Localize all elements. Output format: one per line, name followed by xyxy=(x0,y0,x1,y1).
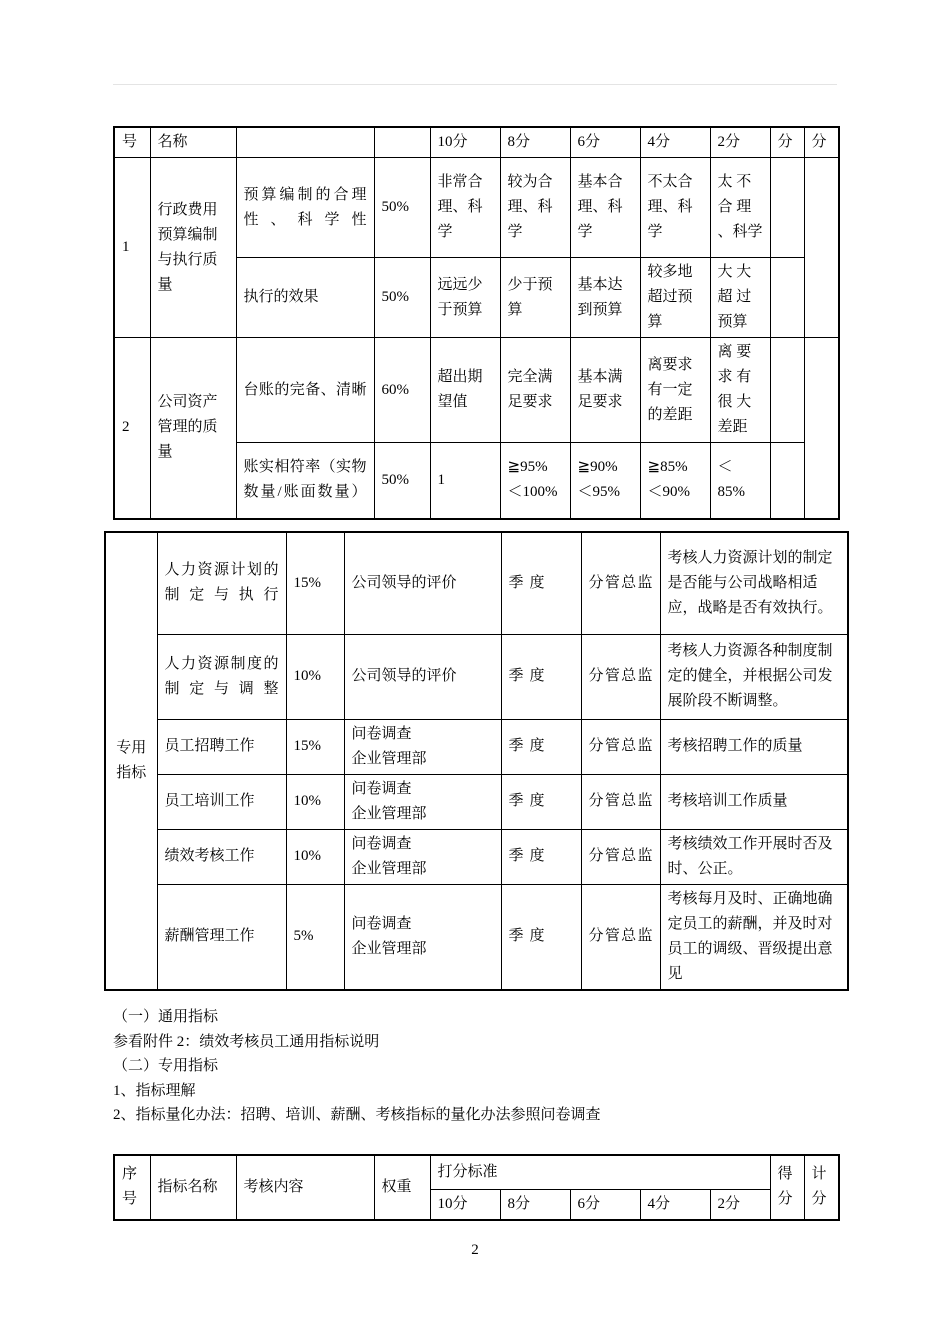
score-4: ≧85%＜90% xyxy=(640,443,710,519)
assessment-content: 账实相符率（实物数量/账面数量） xyxy=(236,443,374,519)
note-line: （二）专用指标 xyxy=(113,1058,219,1074)
score-10: 非常合理、科学 xyxy=(430,158,500,258)
score-4: 离要求有一定的差距 xyxy=(640,338,710,443)
header-cell: 号 xyxy=(114,127,150,158)
weight: 50% xyxy=(374,258,430,338)
score-table-1 xyxy=(113,126,840,520)
note-line: 参看附件 2：绩效考核员工通用指标说明 xyxy=(113,1033,380,1050)
score-8: 较为合理、科学 xyxy=(500,158,570,258)
header-rule xyxy=(113,84,837,85)
score-6: ≧90%＜95% xyxy=(570,443,640,519)
score-10: 远远少于预算 xyxy=(430,258,500,338)
table-row xyxy=(105,884,848,990)
score-2: 太 不 合 理 、科学 xyxy=(710,158,770,258)
indicator-name: 员工培训工作 xyxy=(157,774,286,829)
weight: 10% xyxy=(286,634,344,719)
description: 考核培训工作质量 xyxy=(660,774,848,829)
header-cell: 名称 xyxy=(150,127,236,158)
period: 季度 xyxy=(501,884,581,990)
score-8: 完全满足要求 xyxy=(500,338,570,443)
score-2: 离 要 求 有 很 大 差距 xyxy=(710,338,770,443)
score-total xyxy=(804,338,839,519)
description: 考核每月及时、正确地确定员工的薪酬，并及时对员工的调级、晋级提出意见 xyxy=(660,884,848,990)
category-label: 专用指标 xyxy=(105,532,157,990)
weight: 15% xyxy=(286,719,344,774)
score-got xyxy=(770,443,804,519)
indicator-name: 人力资源制度的制定与调整 xyxy=(157,634,286,719)
header-score: 4分 xyxy=(640,1189,710,1220)
description: 考核招聘工作的质量 xyxy=(660,719,848,774)
score-got xyxy=(770,258,804,338)
header-cell: 2分 xyxy=(710,127,770,158)
score-8: ≧95%＜100% xyxy=(500,443,570,519)
score-table-header xyxy=(113,1154,840,1221)
row-number: 1 xyxy=(114,158,150,338)
header-cell: 4分 xyxy=(640,127,710,158)
header-scoring: 打分标准 xyxy=(430,1155,770,1189)
data-source: 问卷调查 企业管理部 xyxy=(344,829,501,884)
row-number: 2 xyxy=(114,338,150,519)
score-6: 基本满足要求 xyxy=(570,338,640,443)
notes-section xyxy=(113,1005,837,1128)
score-got xyxy=(770,338,804,443)
table-row xyxy=(105,829,848,884)
weight: 10% xyxy=(286,829,344,884)
score-4: 较多地超过预算 xyxy=(640,258,710,338)
weight: 60% xyxy=(374,338,430,443)
header-cell xyxy=(236,127,374,158)
table-row xyxy=(114,338,839,443)
weight: 10% xyxy=(286,774,344,829)
header-score: 8分 xyxy=(500,1189,570,1220)
score-2: 大 大 超 过 预算 xyxy=(710,258,770,338)
period: 季度 xyxy=(501,532,581,634)
indicator-name: 人力资源计划的制定与执行 xyxy=(157,532,286,634)
assessor: 分管总监 xyxy=(581,829,660,884)
data-source: 问卷调查 企业管理部 xyxy=(344,884,501,990)
weight: 50% xyxy=(374,158,430,258)
note-line: （一）通用指标 xyxy=(113,1009,219,1025)
indicator-name: 薪酬管理工作 xyxy=(157,884,286,990)
score-2: ＜ 85% xyxy=(710,443,770,519)
assessment-content: 执行的效果 xyxy=(236,258,374,338)
score-6: 基本达到预算 xyxy=(570,258,640,338)
note-line: 1、指标理解 xyxy=(113,1082,196,1099)
weight: 15% xyxy=(286,532,344,634)
indicator-name: 员工招聘工作 xyxy=(157,719,286,774)
period: 季度 xyxy=(501,829,581,884)
data-source: 公司领导的评价 xyxy=(344,634,501,719)
header-weight: 权重 xyxy=(374,1155,430,1220)
score-got xyxy=(770,158,804,258)
indicator-name: 绩效考核工作 xyxy=(157,829,286,884)
score-8: 少于预算 xyxy=(500,258,570,338)
description: 考核人力资源计划的制定是否能与公司战略相适应，战略是否有效执行。 xyxy=(660,532,848,634)
header-content: 考核内容 xyxy=(236,1155,374,1220)
period: 季度 xyxy=(501,634,581,719)
header-name: 指标名称 xyxy=(150,1155,236,1220)
table-row xyxy=(105,634,848,719)
assessor: 分管总监 xyxy=(581,774,660,829)
indicator-name: 公司资产管理的质量 xyxy=(150,338,236,519)
description: 考核绩效工作开展时否及时、公正。 xyxy=(660,829,848,884)
header-got: 得分 xyxy=(770,1155,804,1220)
header-cell: 10分 xyxy=(430,127,500,158)
note-line: 2、指标量化办法：招聘、培训、薪酬、考核指标的量化办法参照问卷调查 xyxy=(113,1107,601,1123)
score-total xyxy=(804,158,839,338)
table-row xyxy=(105,774,848,829)
score-10: 1 xyxy=(430,443,500,519)
data-source: 问卷调查 企业管理部 xyxy=(344,774,501,829)
assessor: 分管总监 xyxy=(581,634,660,719)
header-cell xyxy=(374,127,430,158)
header-cell: 6分 xyxy=(570,127,640,158)
header-score: 10分 xyxy=(430,1189,500,1220)
table-header-row xyxy=(114,1155,839,1189)
assessor: 分管总监 xyxy=(581,719,660,774)
data-source: 公司领导的评价 xyxy=(344,532,501,634)
period: 季度 xyxy=(501,719,581,774)
table-header-row xyxy=(114,127,839,158)
weight: 50% xyxy=(374,443,430,519)
header-total: 计分 xyxy=(804,1155,839,1220)
header-score: 6分 xyxy=(570,1189,640,1220)
data-source: 问卷调查 企业管理部 xyxy=(344,719,501,774)
assessor: 分管总监 xyxy=(581,884,660,990)
header-cell: 分 xyxy=(804,127,839,158)
score-6: 基本合理、科学 xyxy=(570,158,640,258)
assessment-content: 预算编制的合理性、科学性 xyxy=(236,158,374,258)
score-10: 超出期望值 xyxy=(430,338,500,443)
header-cell: 8分 xyxy=(500,127,570,158)
table-row xyxy=(105,719,848,774)
assessment-content: 台账的完备、清晰 xyxy=(236,338,374,443)
assessor: 分管总监 xyxy=(581,532,660,634)
weight: 5% xyxy=(286,884,344,990)
description: 考核人力资源各种制度制定的健全，并根据公司发展阶段不断调整。 xyxy=(660,634,848,719)
indicator-name: 行政费用预算编制与执行质量 xyxy=(150,158,236,338)
table-row xyxy=(114,158,839,258)
special-indicator-table xyxy=(104,531,849,991)
period: 季度 xyxy=(501,774,581,829)
header-score: 2分 xyxy=(710,1189,770,1220)
header-no: 序号 xyxy=(114,1155,150,1220)
score-4: 不太合理、科学 xyxy=(640,158,710,258)
header-cell: 分 xyxy=(770,127,804,158)
table-row xyxy=(105,532,848,634)
page-number: 2 xyxy=(471,1242,479,1258)
